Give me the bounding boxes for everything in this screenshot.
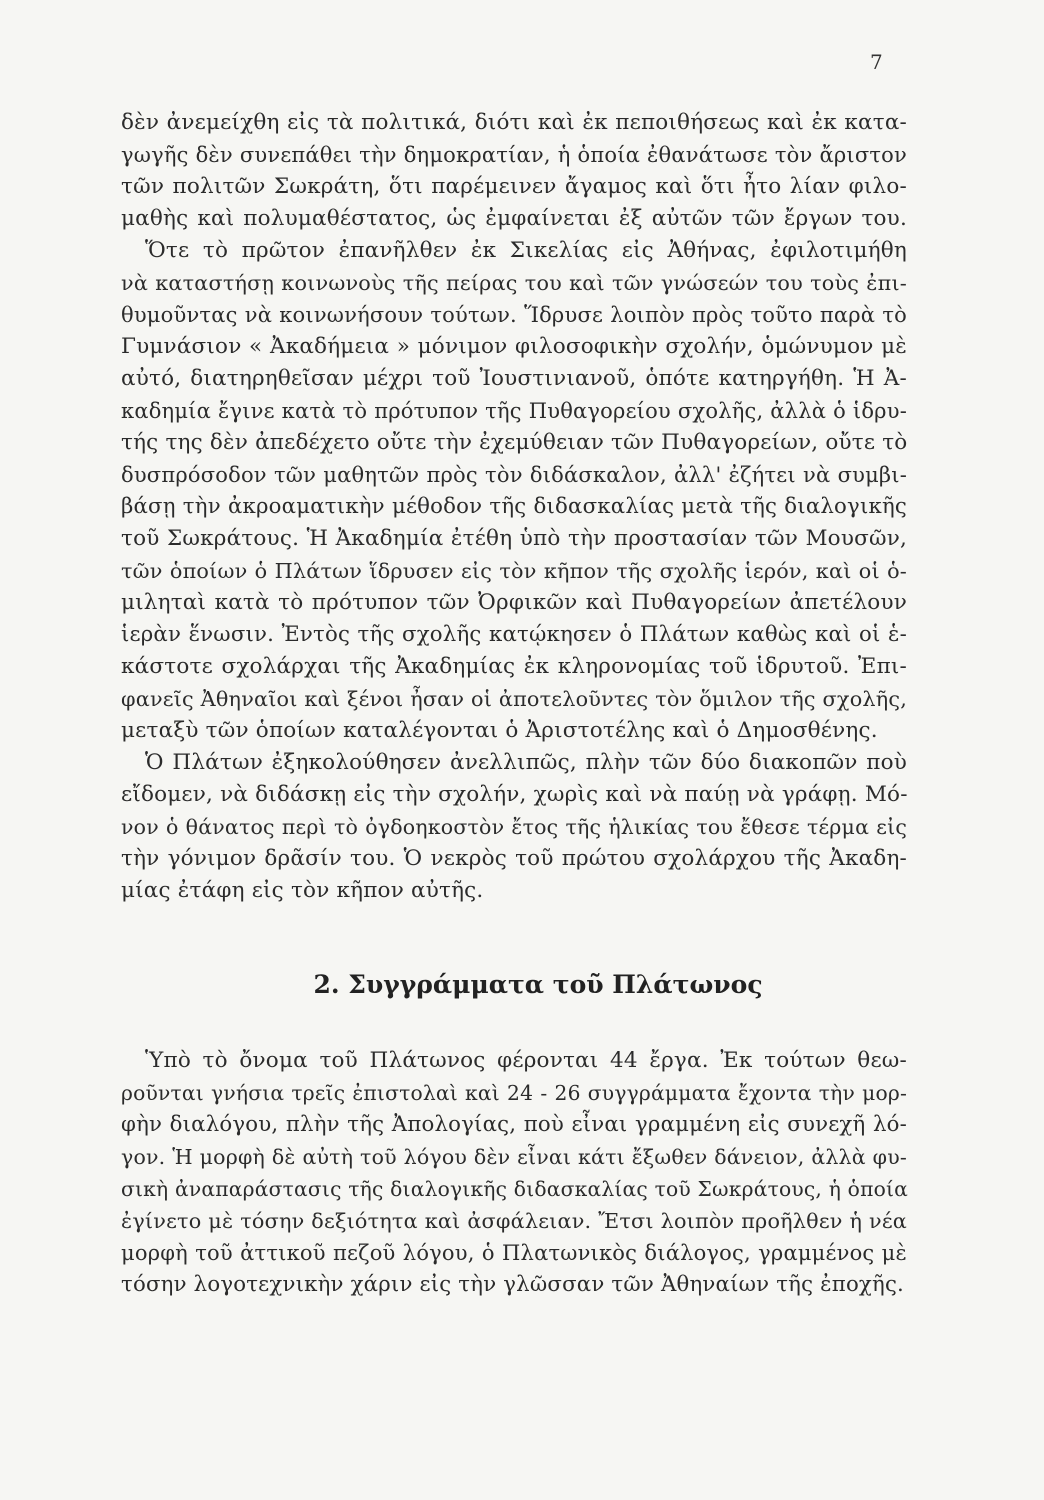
text-line: δυσπρόσοδον τῶν μαθητῶν πρὸς τὸν διδάσκαλον, ἀλλ' ἐζήτει νὰ συμβι- [121, 463, 907, 487]
text-line: νὰ καταστήσῃ κοινωνοὺς τῆς πείρας του καὶ τῶν γνώσεών του τοὺς ἐπι- [121, 271, 907, 295]
text-line: τὴν γόνιμον δρᾶσίν του. Ὁ νεκρὸς τοῦ πρώτου σχολάρχου τῆς Ἀκαδη- [121, 846, 907, 871]
text-line: τοῦ Σωκράτους. Ἡ Ἀκαδημία ἐτέθη ὑπὸ τὴν προστασίαν τῶν Μουσῶν, [121, 526, 907, 551]
text-line: Ὁ Πλάτων ἐξηκολούθησεν ἀνελλιπῶς, πλὴν τῶν δύο διακοπῶν ποὺ [145, 750, 907, 775]
text-line: Ὅτε τὸ πρῶτον ἐπανῆλθεν ἐκ Σικελίας εἰς Ἀθήνας, ἐφιλοτιμήθη [145, 238, 907, 263]
text-line: φὴν διαλόγου, πλὴν τῆς Ἀπολογίας, ποὺ εἶναι γραμμένη εἰς συνεχῆ λό- [121, 1112, 907, 1137]
text-line: αὐτό, διατηρηθεῖσαν μέχρι τοῦ Ἰουστινιανοῦ, ὁπότε κατηργήθη. Ἡ Ἀ- [121, 366, 907, 391]
text-line: ἐγίνετο μὲ τόσην δεξιότητα καὶ ἀσφάλειαν. Ἔτσι λοιπὸν προῆλθεν ἡ νέα [121, 1209, 907, 1233]
text-line: γον. Ἡ μορφὴ δὲ αὐτὴ τοῦ λόγου δὲν εἶναι κάτι ἔξωθεν δάνειον, ἀλλὰ φυ- [121, 1145, 907, 1169]
text-line: ἱερὰν ἕνωσιν. Ἐντὸς τῆς σχολῆς κατῴκησεν ὁ Πλάτων καθὼς καὶ οἱ ἑ- [121, 622, 907, 647]
page-number: 7 [870, 50, 883, 74]
text-line: τῶν πολιτῶν Σωκράτη, ὅτι παρέμεινεν ἄγαμος καὶ ὅτι ἦτο λίαν φιλο- [121, 174, 907, 199]
text-line: εἴδομεν, νὰ διδάσκῃ εἰς τὴν σχολήν, χωρὶς καὶ νὰ παύῃ νὰ γράφῃ. Μό- [121, 782, 908, 807]
text-line: καδημία ἔγινε κατὰ τὸ πρότυπον τῆς Πυθαγορείου σχολῆς, ἀλλὰ ὁ ἱδρυ- [121, 399, 907, 423]
text-line: Γυμνάσιον « Ἀκαδήμεια » μόνιμον φιλοσοφικὴν σχολήν, ὁμώνυμον μὲ [121, 334, 907, 359]
text-line: μιληταὶ κατὰ τὸ πρότυπον τῶν Ὀρφικῶν καὶ Πυθαγορείων ἀπετέλουν [121, 590, 907, 615]
text-line: κάστοτε σχολάρχαι τῆς Ἀκαδημίας ἐκ κληρονομίας τοῦ ἱδρυτοῦ. Ἐπι- [121, 654, 907, 679]
text-line: δὲν ἀνεμείχθη εἰς τὰ πολιτικά, διότι καὶ ἐκ πεποιθήσεως καὶ ἐκ κατα- [121, 110, 907, 135]
text-line: γωγῆς δὲν συνεπάθει τὴν δημοκρατίαν, ἡ ὁποία ἐθανάτωσε τὸν ἄριστον [121, 143, 907, 167]
text-line: σικὴ ἀναπαράστασις τῆς διαλογικῆς διδασκαλίας τοῦ Σωκράτους, ἡ ὁποία [121, 1177, 908, 1201]
text-line: θυμοῦντας νὰ κοινωνήσουν τούτων. Ἵδρυσε λοιπὸν πρὸς τοῦτο παρὰ τὸ [121, 303, 907, 327]
text-line: τῶν ὁποίων ὁ Πλάτων ἵδρυσεν εἰς τὸν κῆπον τῆς σχολῆς ἱερόν, καὶ οἱ ὁ- [121, 559, 907, 583]
text-line: μαθὴς καὶ πολυμαθέστατος, ὡς ἐμφαίνεται ἐξ αὐτῶν τῶν ἔργων του. [121, 206, 907, 231]
text-line: βάσῃ τὴν ἀκροαματικὴν μέθοδον τῆς διδασκαλίας μετὰ τῆς διαλογικῆς [121, 494, 907, 519]
text-line: Ὑπὸ τὸ ὄνομα τοῦ Πλάτωνος φέρονται 44 ἔργα. Ἐκ τούτων θεω- [145, 1048, 907, 1073]
text-line: νον ὁ θάνατος περὶ τὸ ὀγδοηκοστὸν ἔτος τῆς ἡλικίας του ἔθεσε τέρμα εἰς [121, 815, 907, 839]
section-heading: 2. Συγγράμματα τοῦ Πλάτωνος [313, 970, 763, 999]
text-line: ροῦνται γνήσια τρεῖς ἐπιστολαὶ καὶ 24 - 26 συγγράμματα ἔχοντα τὴν μορ- [121, 1081, 907, 1105]
text-line: φανεῖς Ἀθηναῖοι καὶ ξένοι ἦσαν οἱ ἀποτελοῦντες τὸν ὅμιλον τῆς σχολῆς, [121, 687, 907, 711]
text-line: μεταξὺ τῶν ὁποίων καταλέγονται ὁ Ἀριστοτέλης καὶ ὁ Δημοσθένης. [121, 718, 878, 743]
text-line: τής της δὲν ἀπεδέχετο οὔτε τὴν ἐχεμύθειαν τῶν Πυθαγορείων, οὔτε τὸ [121, 430, 908, 455]
text-line: μορφὴ τοῦ ἀττικοῦ πεζοῦ λόγου, ὁ Πλατωνικὸς διάλογος, γραμμένος μὲ [121, 1241, 907, 1265]
text-line: τόσην λογοτεχνικὴν χάριν εἰς τὴν γλῶσσαν τῶν Ἀθηναίων τῆς ἐποχῆς. [121, 1272, 905, 1297]
text-line: μίας ἐτάφη εἰς τὸν κῆπον αὐτῆς. [121, 878, 484, 903]
